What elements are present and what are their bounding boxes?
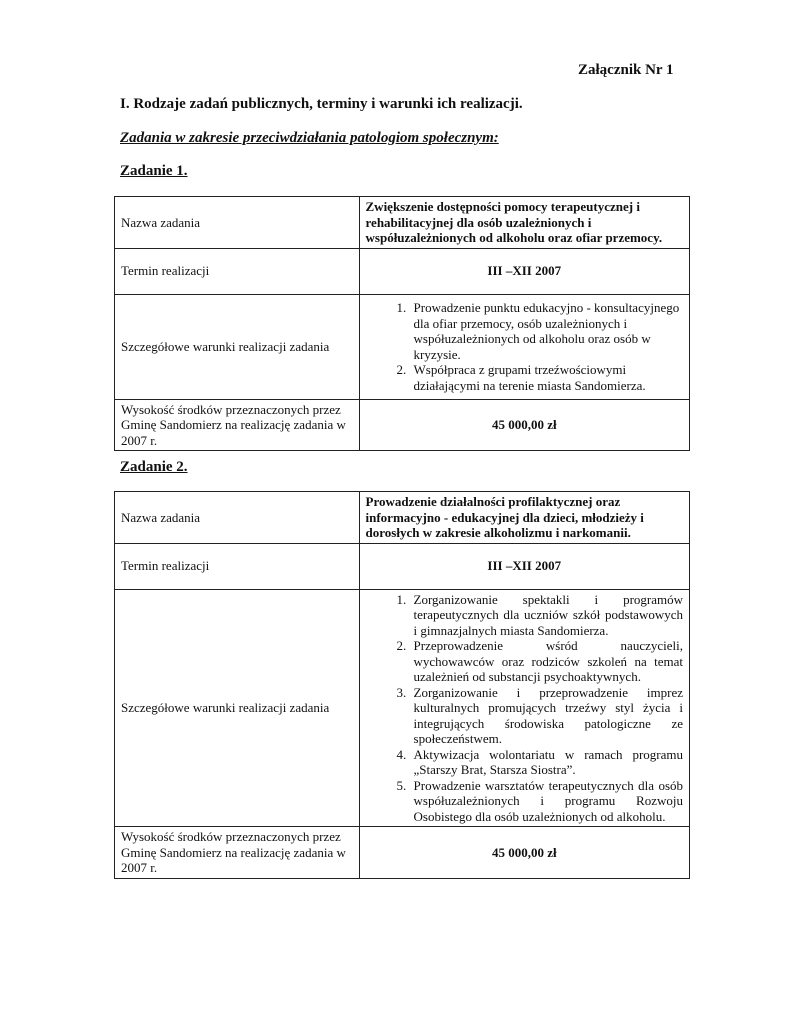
task-2-condition-item: 4. Aktywizacja wolontariatu w ramach programu „Starszy Brat, Starsza Siostra”. — [410, 747, 683, 778]
task-2-name-row — [115, 492, 690, 544]
task-2-term-label: Termin realizacji — [115, 543, 360, 589]
task-1-term-value: III –XII 2007 — [359, 248, 689, 294]
task-2-term-value: III –XII 2007 — [359, 543, 689, 589]
task-1-name-label: Nazwa zadania — [115, 197, 360, 249]
task-2-heading: Zadanie 2. — [120, 459, 188, 475]
task-2-funds-value: 45 000,00 zł — [359, 827, 689, 879]
task-1-conditions-row — [115, 294, 690, 399]
task-1-table — [114, 196, 690, 451]
subheading: Zadania w zakresie przeciwdziałania patologiom społecznym: — [120, 130, 499, 146]
task-2-term-row — [115, 543, 690, 589]
task-1-condition-item: 2. Współpraca z grupami trzeźwościowymi działającymi na terenie miasta Sandomierza. — [410, 362, 683, 393]
task-2-conditions-cell — [359, 589, 689, 827]
task-1-condition-item: 1. Prowadzenie punktu edukacyjno - konsultacyjnego dla ofiar przemocy, osób uzależnionych i współuzależnionych od alkoholu oraz osób w kryzysie. — [410, 300, 683, 362]
task-2-funds-label: Wysokość środków przeznaczonych przez Gminę Sandomierz na realizację zadania w 2007 r. — [115, 827, 360, 879]
task-2-condition-item: 2. Przeprowadzenie wśród nauczycieli, wychowawców oraz rodziców szkoleń na temat uzależnień od substancji psychoaktywnych. — [410, 638, 683, 685]
task-2-table — [114, 491, 690, 879]
task-2-conditions-list — [366, 592, 683, 825]
task-2-name-value: Prowadzenie działalności profilaktycznej oraz informacyjno - edukacyjnej dla dzieci, młodzieży i dorosłych w zakresie alkoholizmu i narkomanii. — [359, 492, 689, 544]
task-1-conditions-list — [366, 300, 683, 393]
task-2-condition-item: 3. Zorganizowanie i przeprowadzenie imprez kulturalnych promujących trzeźwy styl życia i integrujących środowiska patologiczne ze społeczeństwem. — [410, 685, 683, 747]
task-2-name-label: Nazwa zadania — [115, 492, 360, 544]
task-1-funds-row — [115, 399, 690, 451]
task-1-conditions-label: Szczegółowe warunki realizacji zadania — [115, 294, 360, 399]
task-2-funds-row — [115, 827, 690, 879]
task-2-conditions-label: Szczegółowe warunki realizacji zadania — [115, 589, 360, 827]
task-1-funds-value: 45 000,00 zł — [359, 399, 689, 451]
task-1-term-label: Termin realizacji — [115, 248, 360, 294]
task-1-name-row — [115, 197, 690, 249]
task-1-name-value: Zwiększenie dostępności pomocy terapeutycznej i rehabilitacyjnej dla osób uzależnionych i współuzależnionych od alkoholu oraz ofiar przemocy. — [359, 197, 689, 249]
task-1-conditions-cell — [359, 294, 689, 399]
task-1-funds-label: Wysokość środków przeznaczonych przez Gminę Sandomierz na realizację zadania w 2007 r. — [115, 399, 360, 451]
task-1-term-row — [115, 248, 690, 294]
annex-label: Załącznik Nr 1 — [578, 62, 674, 78]
task-1-heading: Zadanie 1. — [120, 163, 188, 179]
task-2-conditions-row — [115, 589, 690, 827]
task-2-condition-item: 5. Prowadzenie warsztatów terapeutycznych dla osób współuzależnionych i programu Rozwoju Osobistego dla osób uzależnionych od alkoholu. — [410, 778, 683, 825]
section-title: I. Rodzaje zadań publicznych, terminy i warunki ich realizacji. — [120, 96, 523, 112]
task-2-condition-item: 1. Zorganizowanie spektakli i programów terapeutycznych dla uczniów szkół podstawowych i gimnazjalnych miasta Sandomierza. — [410, 592, 683, 639]
